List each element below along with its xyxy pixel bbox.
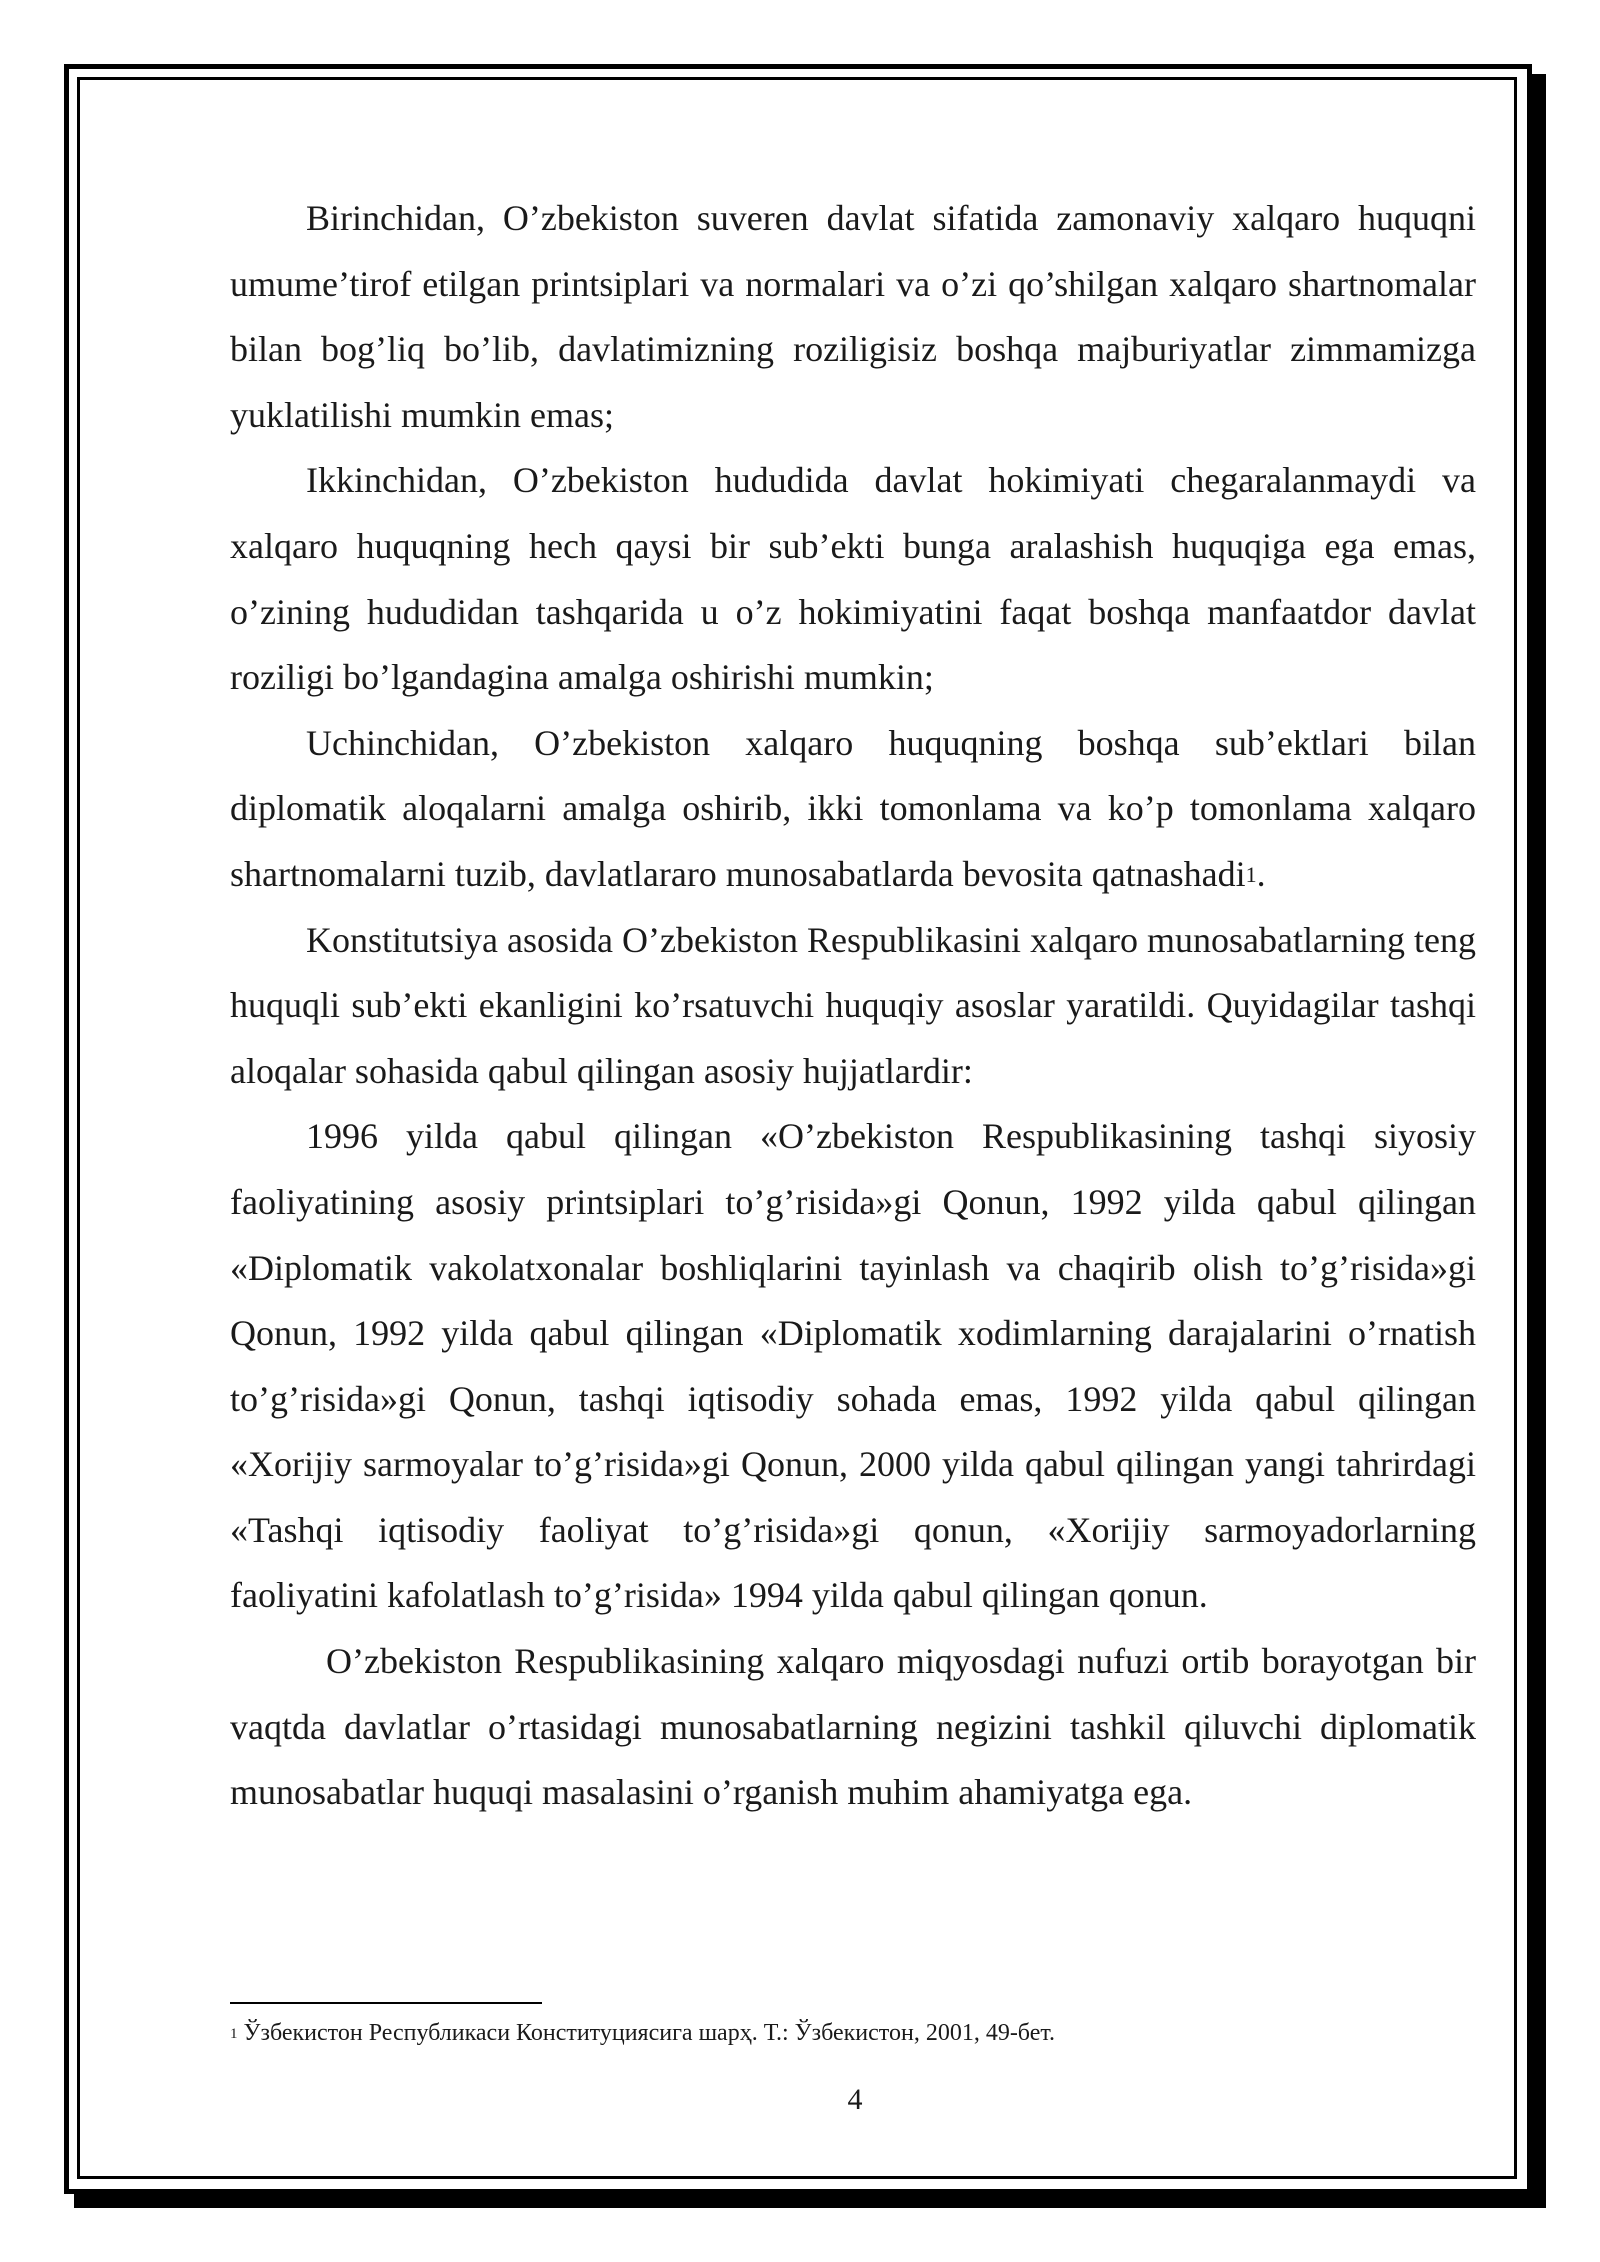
paragraph-1: Birinchidan, O’zbekiston suveren davlat sifatida zamonaviy xalqaro huquqni umume’tirof etilgan printsiplari va normalari va o’zi qo’shilgan xalqaro shartnomalar bilan bog’liq bo’lib, davlatimizning roziligisiz boshqa majburiyatlar zimmamizga yuklatilishi mumkin emas; <box>230 198 1476 435</box>
paragraph-5: 1996 yilda qabul qilingan «O’zbekiston Respublikasining tashqi siyosiy faoliyatining asosiy printsiplari to’g’risida»gi Qonun, 1992 yilda qabul qilingan «Diplomatik vakolatxonalar boshliqlarini tayinlash va chaqirib olish to’g’risida»gi Qonun, 1992 yilda qabul qilingan «Diplomatik xodimlarning darajalarini o’rnatish to’g’risida»gi Qonun, tashqi iqtisodiy sohada emas, 1992 yilda qabul qilingan «Xorijiy sarmoyalar to’g’risida»gi Qonun, 2000 yilda qabul qilingan yangi tahrirdagi «Tashqi iqtisodiy faoliyat to’g’risida»gi qonun, «Xorijiy sarmoyadorlarning faoliyatini kafolatlash to’g’risida» 1994 yilda qabul qilingan qonun. <box>230 1116 1476 1616</box>
paragraph-3-text: Uchinchidan, O’zbekiston xalqaro huquqning boshqa sub’ektlari bilan diplomatik aloqalarni amalga oshirib, ikki tomonlama va ko’p tomonlama xalqaro shartnomalarni tuzib, davlatlararo munosabatlarda bevosita qatnashadi <box>230 722 1476 894</box>
footnote-text: Ўзбекистон Республикаси Конституциясига шарҳ. Т.: Ўзбекистон, 2001, 49-бет. <box>237 2020 1056 2046</box>
paragraph-6: O’zbekiston Respublikasining xalqaro miqyosdagi nufuzi ortib borayotgan bir vaqtda davlatlar o’rtasidagi munosabatlarning negizini tashkil qiluvchi diplomatik munosabatlar huquqi masalasini o’rganish muhim ahamiyatga ega. <box>230 1641 1476 1813</box>
paragraph-3 <box>230 711 1476 908</box>
footnote-marker: 1 <box>230 2026 238 2042</box>
page-number: 4 <box>847 2083 863 2116</box>
paragraph-2: Ikkinchidan, O’zbekiston hududida davlat hokimiyati chegaralanmaydi va xalqaro huquqning hech qaysi bir sub’ekti bunga aralashish huquqiga ega emas, o’zining hududidan tashqarida u o’z hokimiyatini faqat boshqa manfaatdor davlat roziligi bo’lgandagina amalga oshirishi mumkin; <box>230 460 1476 698</box>
body-text <box>230 186 1476 1826</box>
footnote-separator <box>230 2002 542 2004</box>
footnote <box>230 2018 1055 2048</box>
paragraph-3-end: . <box>1256 853 1266 894</box>
footnote-reference[interactable]: 1 <box>1245 861 1257 887</box>
paragraph-4: Konstitutsiya asosida O’zbekiston Respublikasini xalqaro munosabatlarning teng huquqli sub’ekti ekanligini ko’rsatuvchi huquqiy asoslar yaratildi. Quyidagilar tashqi aloqalar sohasida qabul qilingan asosiy hujjatlardir: <box>230 919 1476 1091</box>
